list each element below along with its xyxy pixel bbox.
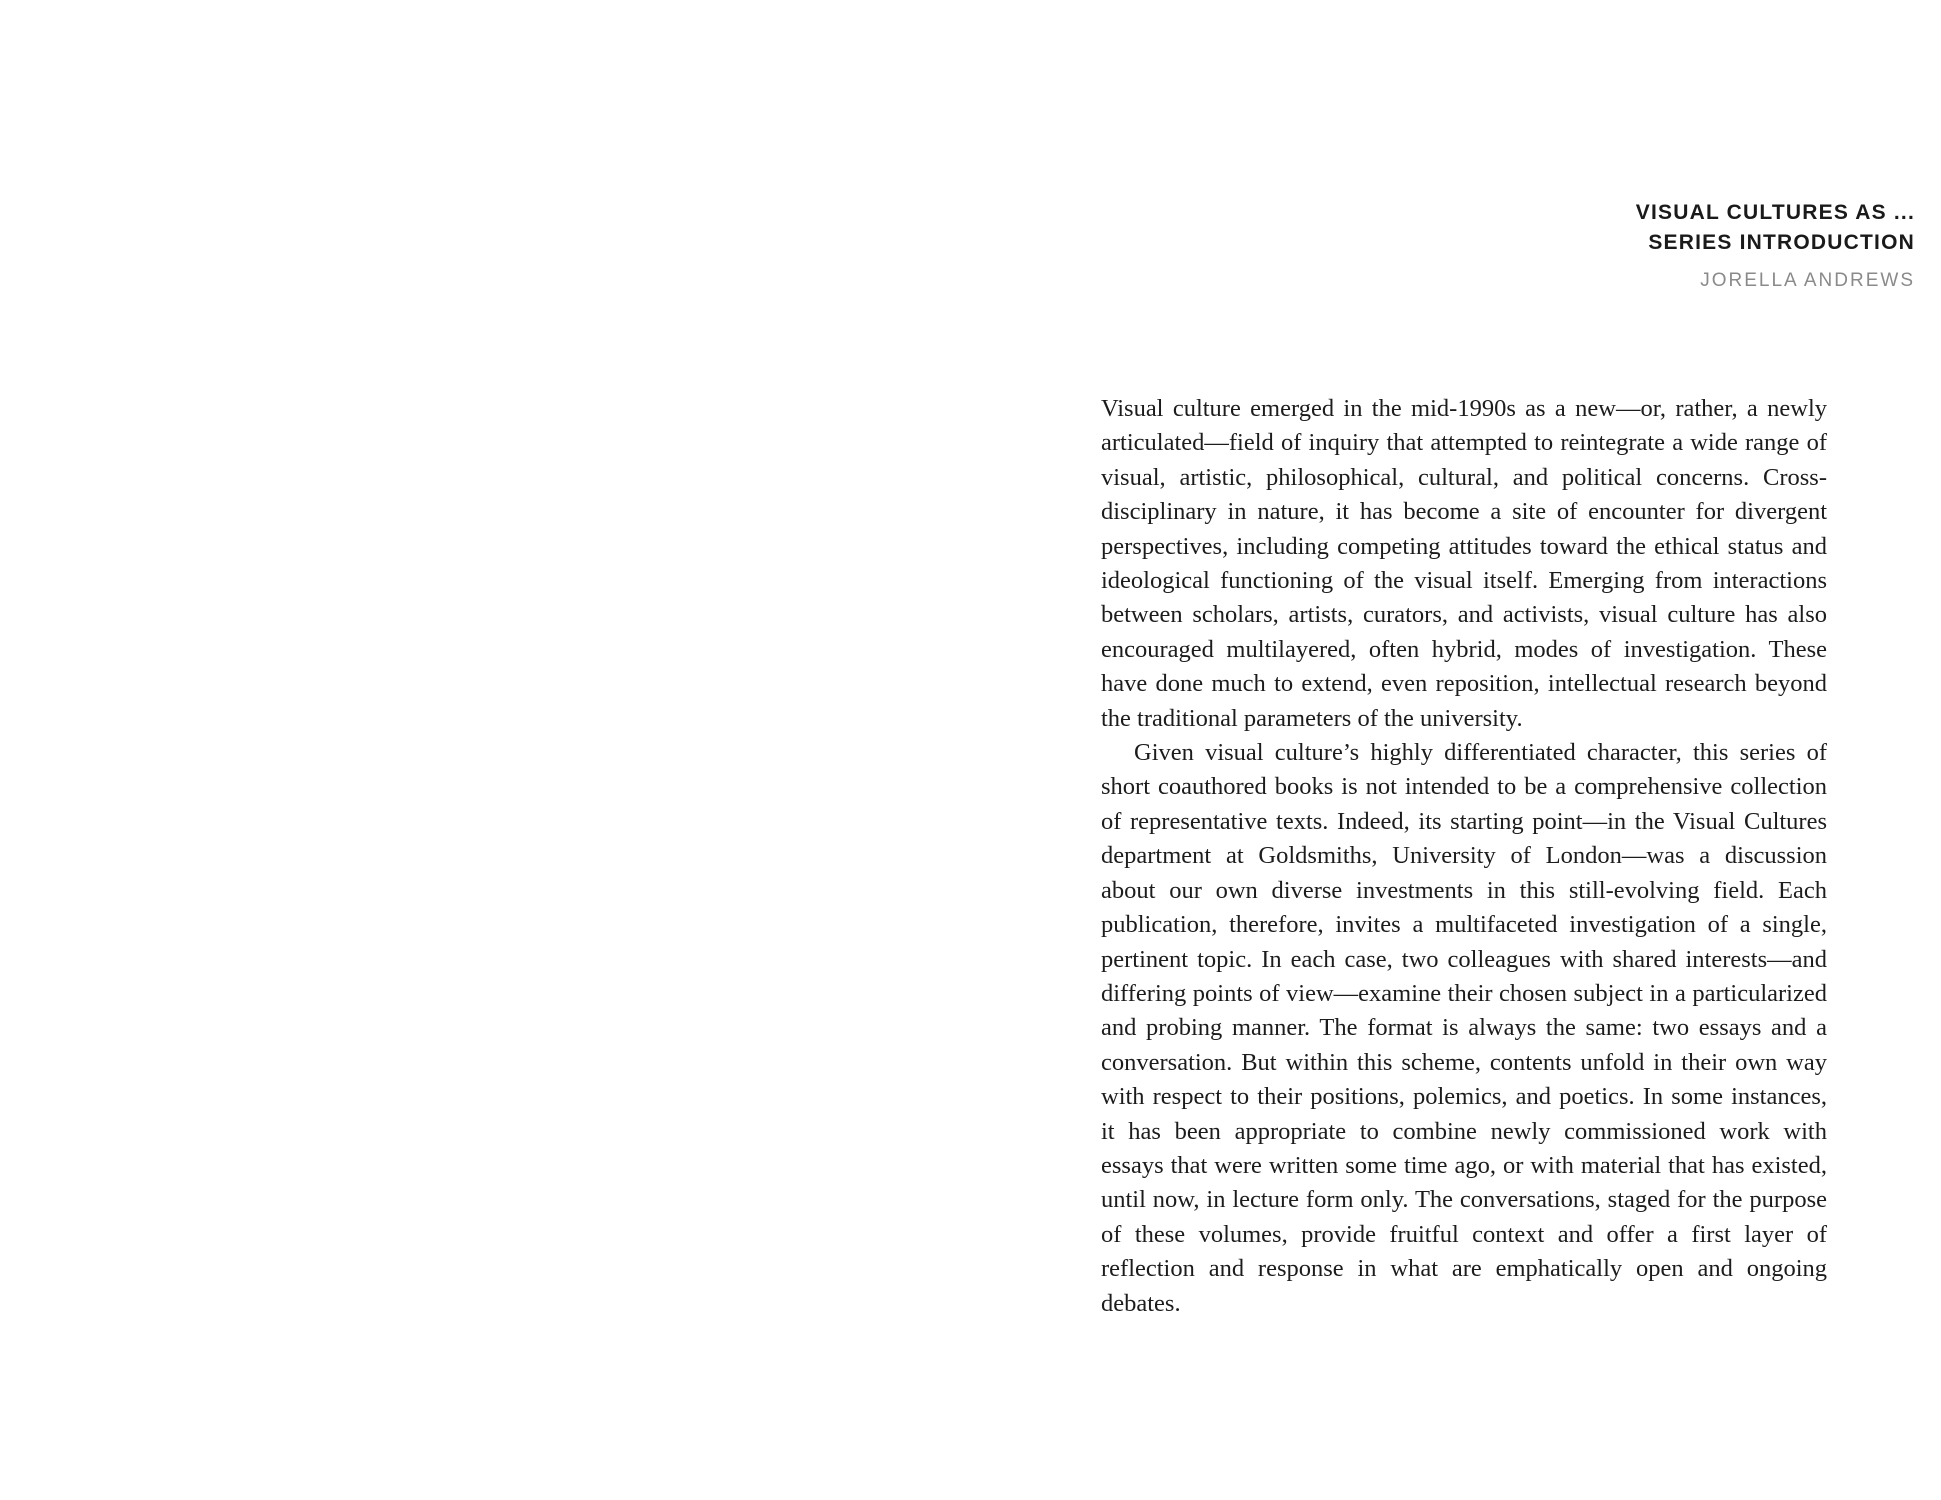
- series-title-line-2: SERIES INTRODUCTION: [1648, 231, 1915, 254]
- paragraph-2: Given visual culture’s highly differentiated character, this series of short coauthored books is not intended to be a comprehensive collection of representative texts. Indeed, its starting point—in the Visual Cultures department at Goldsmiths, University of London—was a discussion about our own diverse investments in this still-evolving field. Each publication, therefore, invites a multifaceted investigation of a single, pertinent topic. In each case, two colleagues with shared interests—and differing points of view—examine their chosen subject in a particularized and probing manner. The format is always the same: two essays and a conversation. But within this scheme, contents unfold in their own way with respect to their positions, polemics, and poetics. In some instances, it has been appropriate to combine newly commissioned work with essays that were written some time ago, or with material that has existed, until now, in lecture form only. The conversations, staged for the purpose of these volumes, provide fruitful context and offer a first layer of reflection and response in what are emphatically open and ongoing debates.: [1101, 739, 1827, 1317]
- author-name: JORELLA ANDREWS: [1700, 270, 1915, 291]
- series-title-line-1: VISUAL CULTURES AS ...: [1635, 201, 1915, 224]
- chapter-header: [1636, 198, 1915, 292]
- series-title: [1636, 198, 1915, 258]
- body-text: [1101, 392, 1827, 1321]
- paragraph-1: Visual culture emerged in the mid-1990s as a new—or, rather, a newly articulated—field of inquiry that attempted to reintegrate a wide range of visual, artistic, philosophical, cultural, and political concerns. Cross-disciplinary in nature, it has become a site of encounter for divergent perspectives, including competing attitudes toward the ethical status and ideological functioning of the visual itself. Emerging from interactions between scholars, artists, curators, and activists, visual culture has also encouraged multilayered, often hybrid, modes of investigation. These have done much to extend, even reposition, intellectual research beyond the traditional parameters of the university.: [1101, 395, 1827, 732]
